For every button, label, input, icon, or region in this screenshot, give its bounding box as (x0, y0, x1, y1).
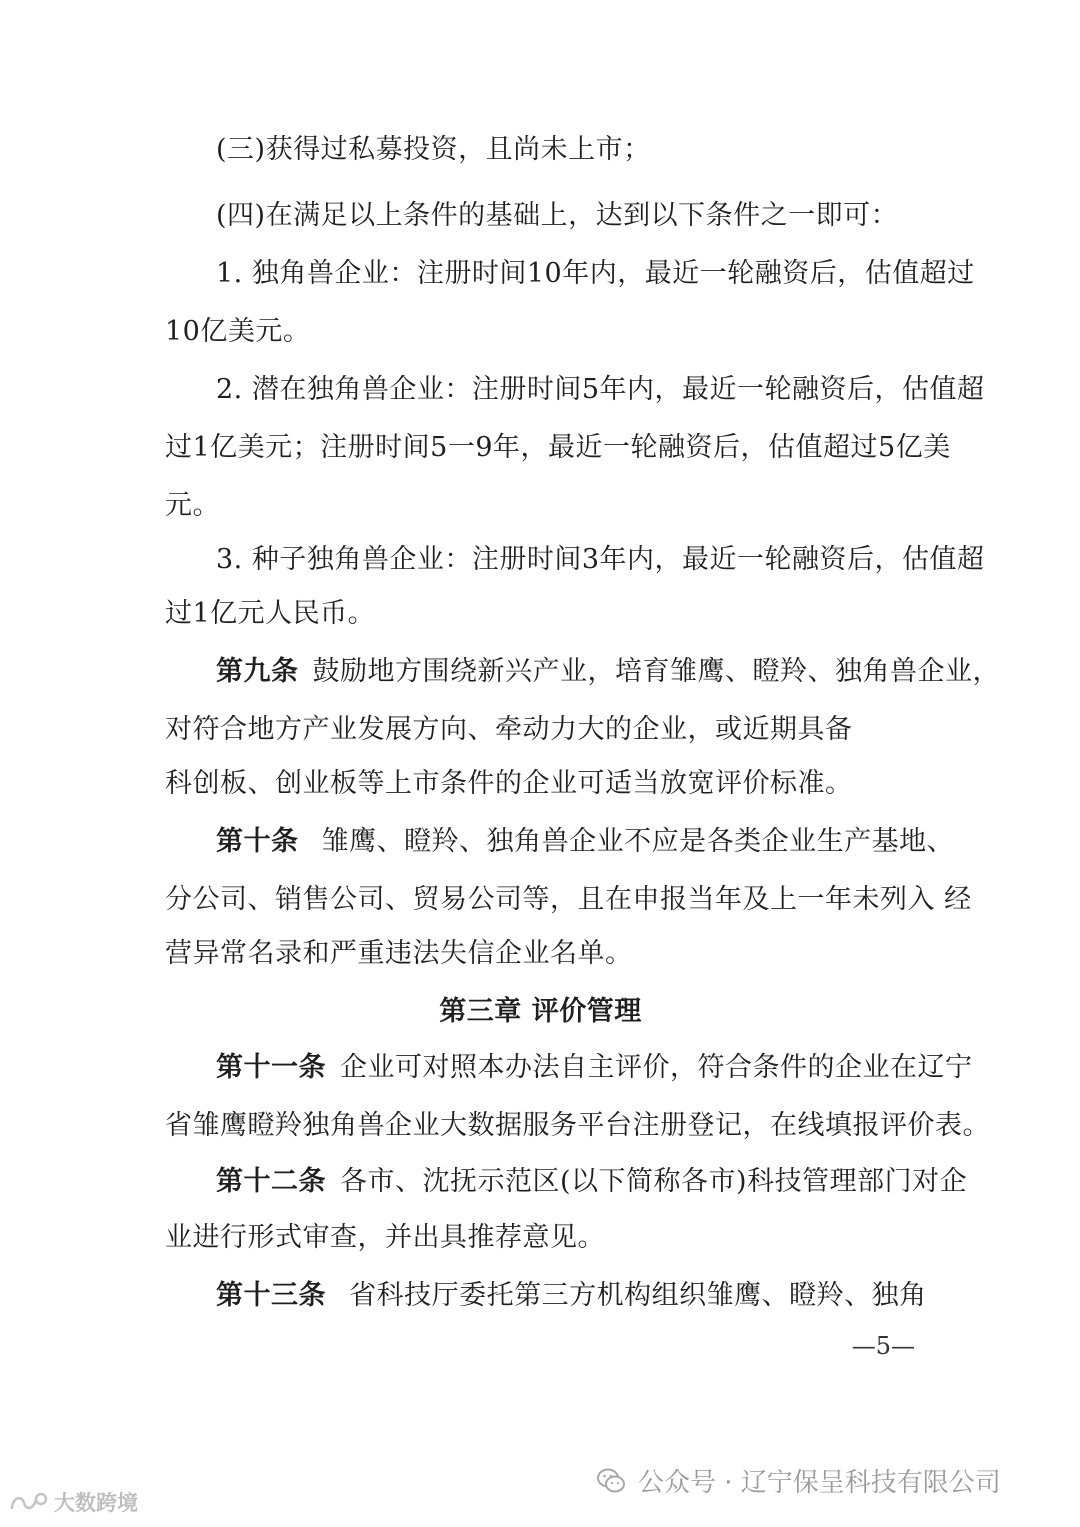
article-number: 第十二条 (216, 1166, 326, 1197)
paragraph-line: 过1亿元人民币。 (165, 598, 376, 629)
paragraph-line: 对符合地方产业发展方向、牵动力大的企业，或近期具备 (165, 714, 853, 745)
paragraph-line: 3. 种子独角兽企业：注册时间3年内，最近一轮融资后，估值超 (216, 544, 985, 575)
article-number: 第九条 (216, 656, 299, 687)
article-number: 第十三条 (216, 1280, 326, 1311)
paragraph-line: 元。 (165, 490, 220, 521)
page-number: —5— (851, 1332, 915, 1360)
article-line: 第十一条 企业可对照本办法自主评价，符合条件的企业在辽宁 (216, 1050, 916, 1086)
article-line: 第九条 鼓励地方围绕新兴产业，培育雏鹰、瞪羚、独角兽企业， (216, 654, 916, 690)
paragraph-line: 1. 独角兽企业：注册时间10年内，最近一轮融资后，估值超过 (216, 258, 975, 289)
article-line: 第十二条 各市、沈抚示范区(以下简称各市)科技管理部门对企 (216, 1164, 916, 1200)
brand-logo-icon (8, 1489, 50, 1515)
paragraph-line: 科创板、创业板等上市条件的企业可适当放宽评价标准。 (165, 768, 853, 799)
article-line: 第十条 雏鹰、瞪羚、独角兽企业不应是各类企业生产基地、 (216, 826, 955, 857)
paragraph-line: 业进行形式审查，并出具推荐意见。 (165, 1222, 605, 1253)
wechat-watermark (596, 1462, 1001, 1499)
paragraph-line: 10亿美元。 (165, 316, 311, 347)
paragraph-line: (三)获得过私募投资，且尚未上市； (216, 134, 651, 165)
paragraph-line: 2. 潜在独角兽企业：注册时间5年内，最近一轮融资后，估值超 (216, 374, 985, 405)
brand-watermark (8, 1487, 138, 1517)
article-number: 第十条 (216, 826, 299, 857)
paragraph-line: (四)在满足以上条件的基础上，达到以下条件之一即可： (216, 200, 899, 231)
article-line: 第十三条 省科技厅委托第三方机构组织雏鹰、瞪羚、独角 (216, 1280, 927, 1311)
wechat-account-label: 公众号 · 辽宁保呈科技有限公司 (638, 1468, 1001, 1498)
paragraph-line: 营异常名录和严重违法失信企业名单。 (165, 938, 633, 969)
chapter-heading: 第三章 评价管理 (439, 996, 642, 1027)
brand-logo-text: 大数跨境 (54, 1491, 138, 1515)
paragraph-line: 省雏鹰瞪羚独角兽企业大数据服务平台注册登记，在线填报评价表。 (165, 1110, 990, 1141)
article-number: 第十一条 (216, 1052, 326, 1083)
paragraph-line: 分公司、销售公司、贸易公司等，且在申报当年及上一年未列入 经 (165, 884, 972, 915)
wechat-icon (596, 1466, 626, 1496)
paragraph-line: 过1亿美元；注册时间5一9年，最近一轮融资后，估值超过5亿美 (165, 432, 951, 463)
